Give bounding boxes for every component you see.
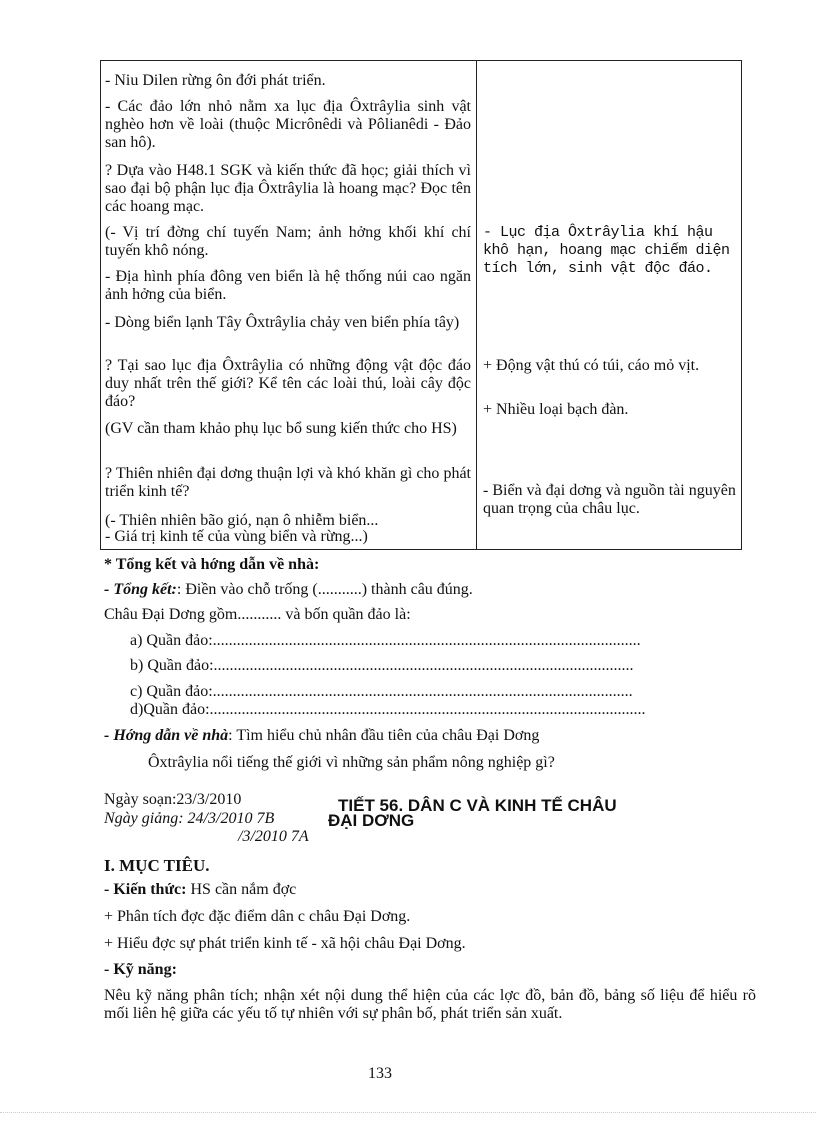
homework-text: : Tìm hiểu chủ nhân đầu tiên của châu Đại Dơng <box>228 727 540 744</box>
right-para-3: + Nhiều loại bạch đàn. <box>483 401 629 418</box>
tongket-text: : Điền vào chỗ trống (...........) thành câu đúng. <box>176 581 473 598</box>
kien-thuc-item-2: + Hiểu đợc sự phát triển kinh tế - xã hội châu Đại Dơng. <box>104 935 466 952</box>
left-para-6: - Dòng biển lạnh Tây Ôxtrâylia chảy ven biển phía tây) <box>105 314 460 331</box>
ngay-giang: Ngày giảng: 24/3/2010 7B <box>104 810 275 827</box>
left-para-3: ? Dựa vào H48.1 SGK và kiến thức đã học; giải thích vì sao đại bộ phận lục địa Ôxtrâylia là hoang mạc? Đọc tên các hoang mạc. <box>105 162 471 215</box>
ky-nang-text: Nêu kỹ năng phân tích; nhận xét nội dung thể hiện của các lợc đồ, bản đồ, bảng số liệu để hiểu rõ mối liên hệ giữa các yếu tố tự nhiên với sự phân bố, phát triển sản xuất. <box>104 987 756 1022</box>
homework-label: - Hớng dẫn về nhà <box>104 727 229 744</box>
summary-heading: * Tổng kết và hớng dẫn về nhà: <box>104 556 320 573</box>
ngay-soan: Ngày soạn:23/3/2010 <box>104 791 242 808</box>
ngay-giang-2: /3/2010 7A <box>238 828 309 845</box>
ky-nang-label: - Kỹ năng: <box>104 961 177 978</box>
table-right-cell <box>477 61 742 550</box>
left-para-2: - Các đảo lớn nhỏ nằm xa lục địa Ôxtrâylia sinh vật nghèo hơn về loài (thuộc Micrônêdi và Pôlianêdi - Đảo san hô). <box>105 98 471 151</box>
left-para-8: (GV cần tham khảo phụ lục bổ sung kiến thức cho HS) <box>105 420 457 437</box>
kien-thuc-line <box>104 880 296 900</box>
lesson-title-line2: ĐẠI DƠNG <box>328 811 415 830</box>
homework-line <box>104 726 539 746</box>
fill-item-b: b) Quần đảo:......................................................................................................... <box>130 657 634 674</box>
left-para-5: - Địa hình phía đông ven biển là hệ thống núi cao ngăn ảnh hởng của biển. <box>105 268 471 303</box>
tongket-line <box>104 580 473 600</box>
left-para-4: (- Vị trí đờng chí tuyến Nam; ảnh hởng khối khí chí tuyến khô nóng. <box>105 224 471 259</box>
right-para-2: + Động vật thú có túi, cáo mỏ vịt. <box>483 357 700 374</box>
footer-rule <box>0 1112 816 1113</box>
fill-item-c: c) Quần đảo:......................................................................................................... <box>130 683 633 700</box>
lesson-title-line1: TIẾT 56. DÂN C VÀ KINH TẾ CHÂU <box>338 796 617 815</box>
homework-line-2: Ôxtrâylia nổi tiếng thế giới vì những sản phẩm nông nghiệp gì? <box>148 754 555 771</box>
left-para-1: - Niu Dilen rừng ôn đới phát triển. <box>105 72 326 89</box>
muc-tieu-heading: I. MỤC TIÊU. <box>104 856 210 875</box>
page-number: 133 <box>368 1065 392 1082</box>
right-para-1: - Lục địa Ôxtrâylia khí hậu khô hạn, hoang mạc chiếm diện tích lớn, sinh vật độc đáo. <box>483 224 730 277</box>
tongket-label: - Tổng kết: <box>104 581 177 598</box>
kien-thuc-label: - Kiến thức: <box>104 881 187 898</box>
kien-thuc-item-1: + Phân tích đợc đặc điểm dân c châu Đại Dơng. <box>104 908 411 925</box>
left-para-9: ? Thiên nhiên đại dơng thuận lợi và khó khăn gì cho phát triển kinh tế? <box>105 465 471 500</box>
fill-item-a: a) Quần đảo:........................................................................................................... <box>130 632 641 649</box>
right-para-4: - Biển và đại dơng và nguồn tài nguyên quan trọng của châu lục. <box>483 482 736 517</box>
fill-sentence: Châu Đại Dơng gồm........... và bốn quần đảo là: <box>104 606 411 623</box>
left-para-10: (- Thiên nhiên bão gió, nạn ô nhiễm biển... <box>105 512 379 529</box>
left-para-7: ? Tại sao lục địa Ôxtrâylia có những động vật độc đáo duy nhất trên thế giới? Kể tên các loài thú, loài cây độc đáo? <box>105 357 471 410</box>
kien-thuc-text: HS cần nắm đợc <box>186 881 297 898</box>
left-para-11: - Giá trị kinh tế của vùng biển và rừng...) <box>105 528 368 545</box>
fill-item-d: d)Quần đảo:............................................................................................................. <box>130 701 646 718</box>
